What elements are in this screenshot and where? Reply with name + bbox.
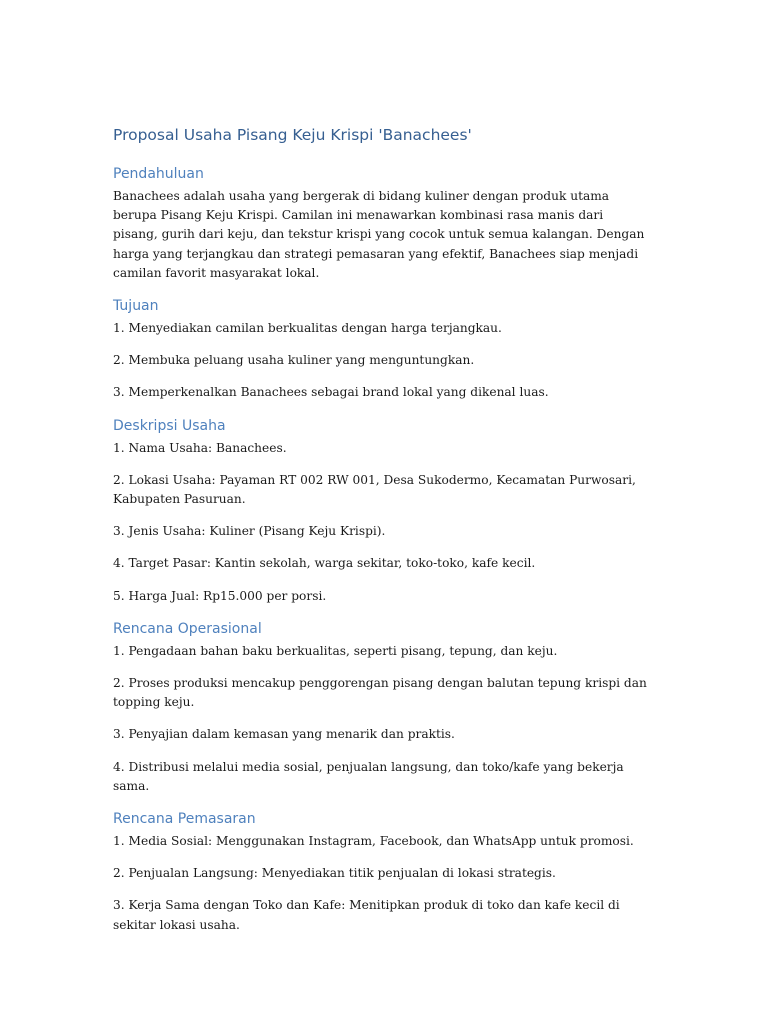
list-item: 3. Jenis Usaha: Kuliner (Pisang Keju Krispi). — [113, 524, 386, 539]
section-heading: Rencana Operasional — [113, 620, 262, 637]
list-item: 3. Kerja Sama dengan Toko dan Kafe: Menitipkan produk di toko dan kafe kecil di sekitar lokasi usaha. — [113, 898, 620, 932]
list-item: 2. Proses produksi mencakup penggorengan pisang dengan balutan tepung krispi dan topping keju. — [113, 676, 647, 710]
intro-paragraph: Banachees adalah usaha yang bergerak di bidang kuliner dengan produk utama berupa Pisang Keju Krispi. Camilan ini menawarkan kombinasi rasa manis dari pisang, gurih dari keju, dan tekstur krispi yang cocok untuk semua kalangan. Dengan harga yang terjangkau dan strategi pemasaran yang efektif, Banachees siap menjadi camilan favorit masyarakat lokal. — [113, 189, 645, 280]
list-item: 3. Penyajian dalam kemasan yang menarik dan praktis. — [113, 727, 455, 742]
section-rencana-pemasaran — [113, 809, 648, 935]
section-deskripsi-usaha — [113, 416, 648, 606]
list-item: 5. Harga Jual: Rp15.000 per porsi. — [113, 588, 327, 603]
document-page — [113, 124, 648, 948]
section-rencana-operasional — [113, 619, 648, 796]
section-heading: Pendahuluan — [113, 166, 204, 182]
list-item: 4. Target Pasar: Kantin sekolah, warga sekitar, toko-toko, kafe kecil. — [113, 556, 536, 571]
section-heading: Tujuan — [113, 298, 159, 315]
list-item: 1. Nama Usaha: Banachees. — [113, 440, 287, 455]
list-item: 2. Penjualan Langsung: Menyediakan titik penjualan di lokasi strategis. — [113, 866, 556, 881]
list-item: 2. Lokasi Usaha: Payaman RT 002 RW 001, Desa Sukodermo, Kecamatan Purwosari, Kabupaten Pasuruan. — [113, 472, 636, 507]
section-pendahuluan — [113, 164, 648, 283]
section-tujuan — [113, 296, 648, 403]
list-item: 3. Memperkenalkan Banachees sebagai brand lokal yang dikenal luas. — [113, 385, 549, 400]
section-heading: Rencana Pemasaran — [113, 811, 256, 828]
list-item: 1. Media Sosial: Menggunakan Instagram, Facebook, dan WhatsApp untuk promosi. — [113, 834, 634, 849]
list-item: 1. Menyediakan camilan berkualitas dengan harga terjangkau. — [113, 321, 502, 336]
list-item: 2. Membuka peluang usaha kuliner yang menguntungkan. — [113, 353, 475, 368]
section-heading: Deskripsi Usaha — [113, 417, 226, 434]
list-item: 1. Pengadaan bahan baku berkualitas, seperti pisang, tepung, dan keju. — [113, 643, 558, 658]
document-title: Proposal Usaha Pisang Keju Krispi 'Banachees' — [113, 126, 472, 144]
list-item: 4. Distribusi melalui media sosial, penjualan langsung, dan toko/kafe yang bekerja sama. — [113, 759, 624, 793]
